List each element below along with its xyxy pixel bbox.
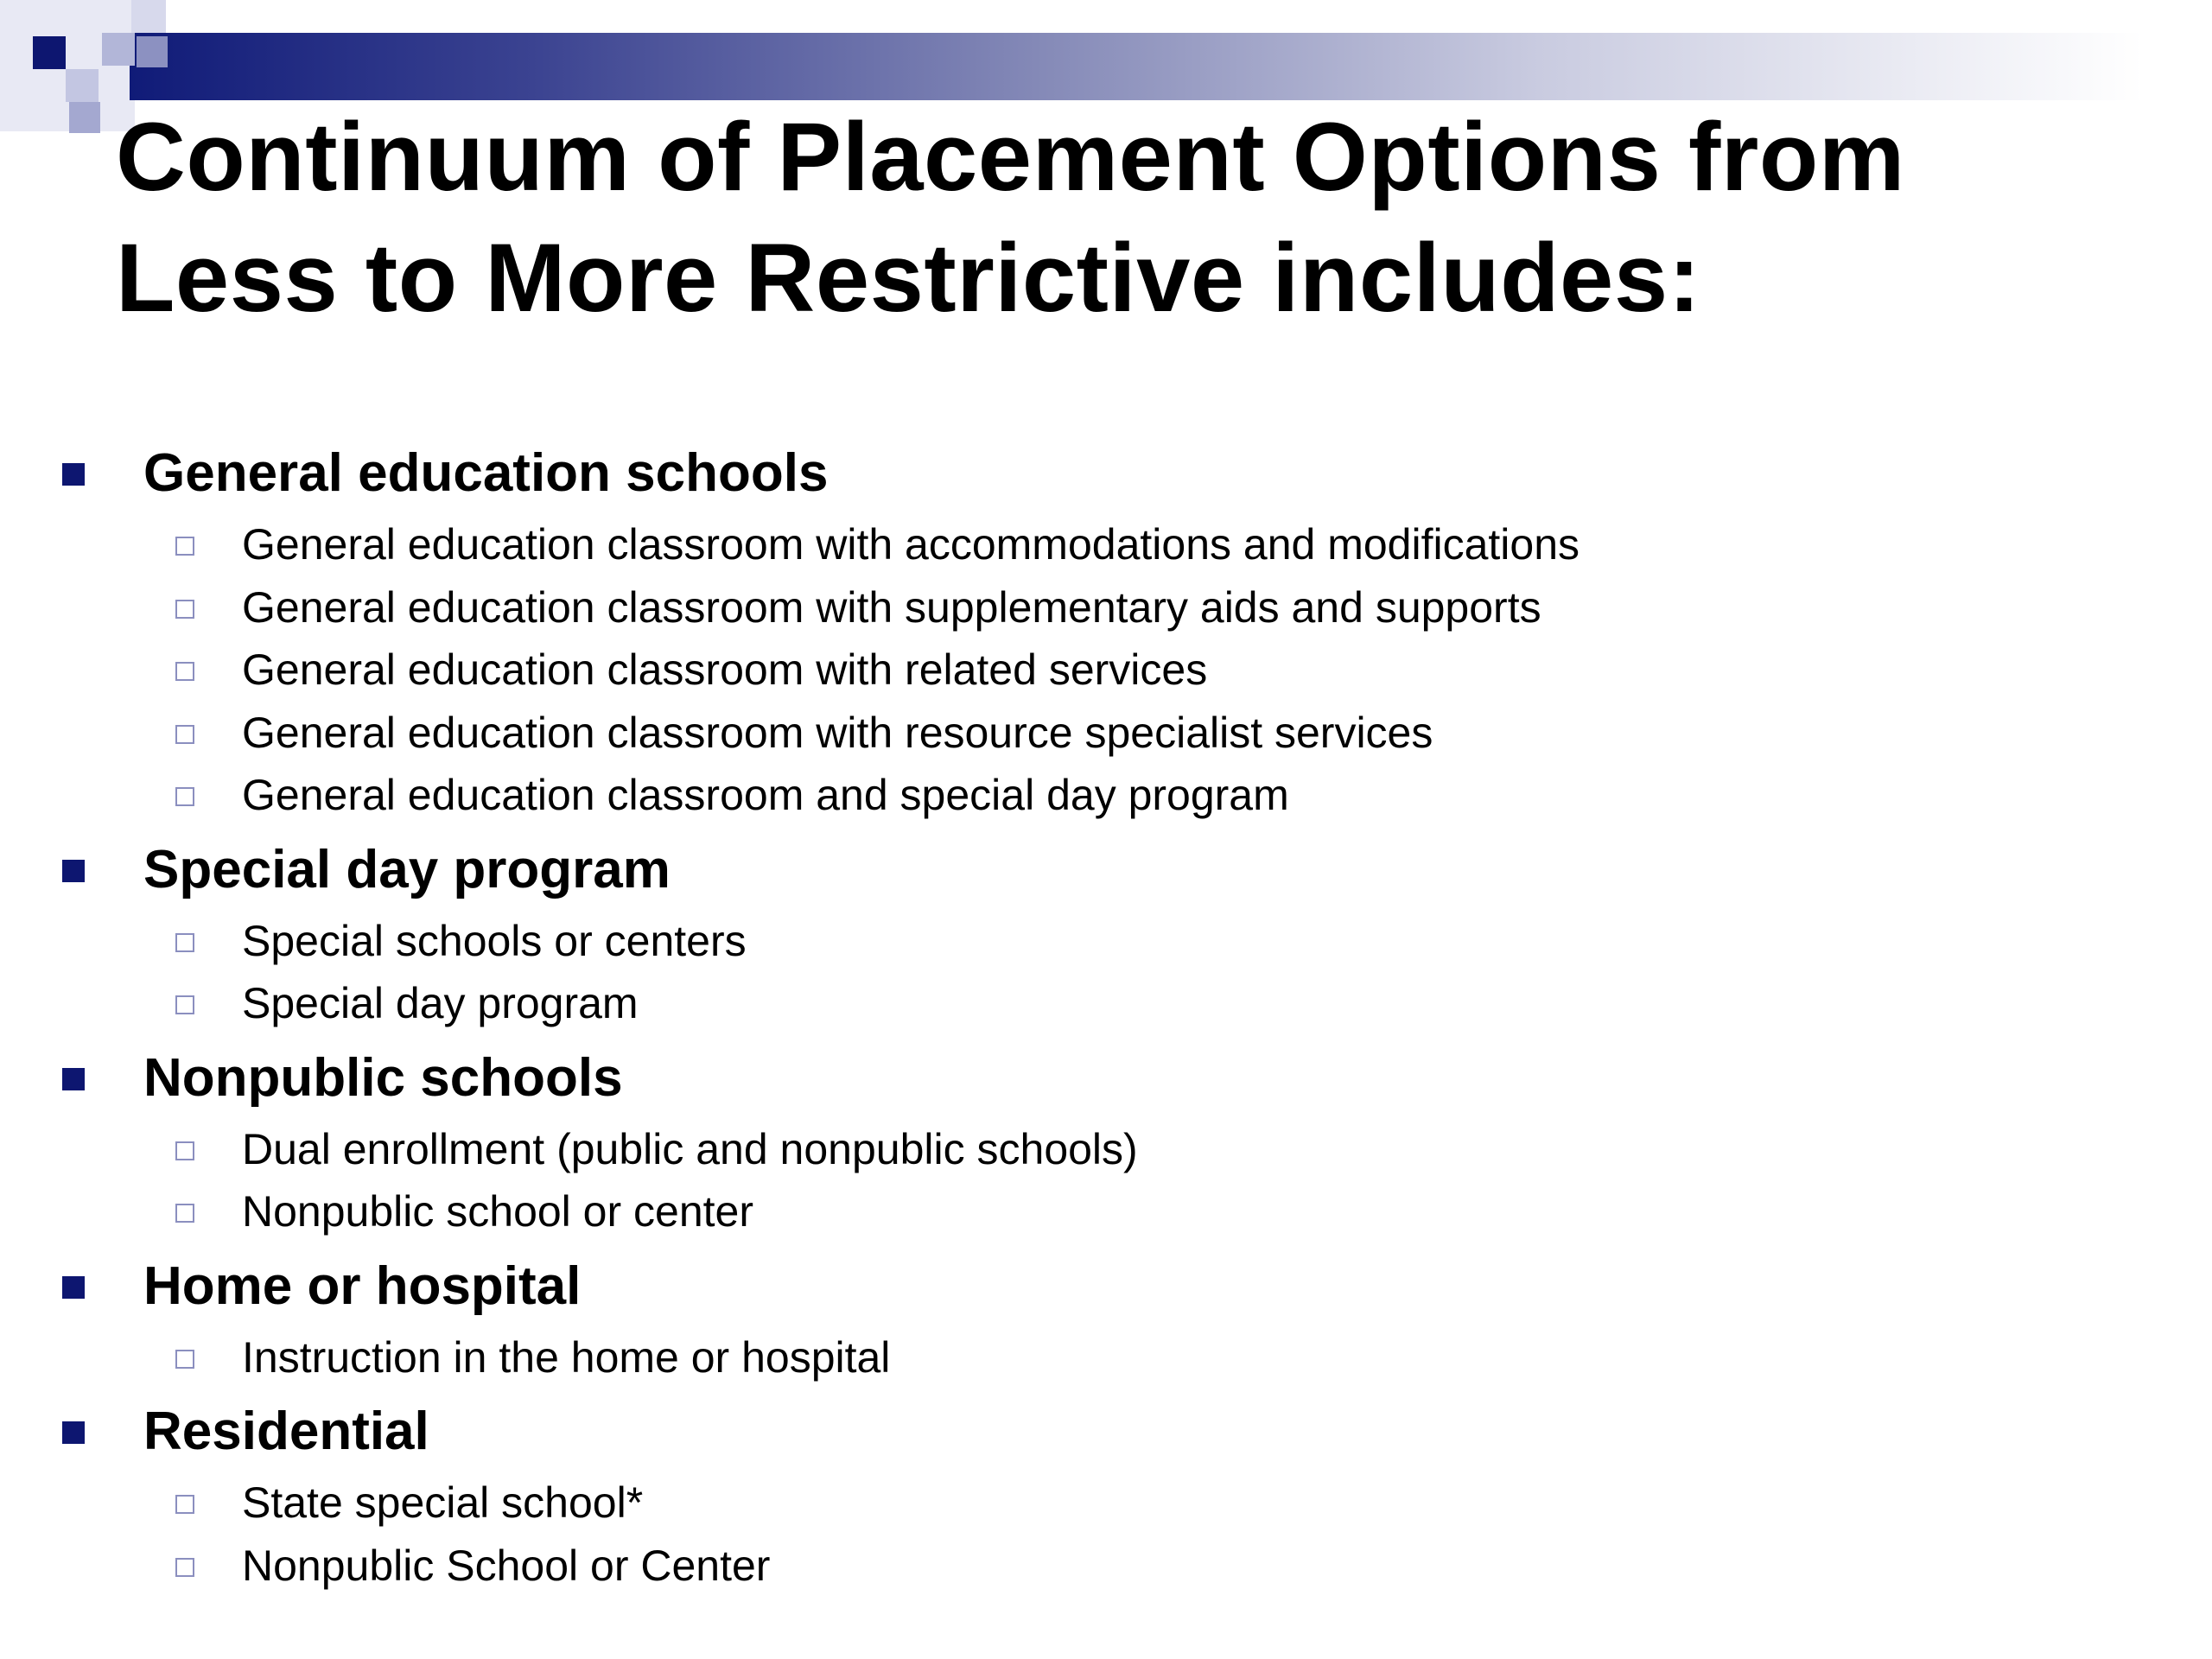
sub-item-text: State special school* [242,1478,644,1527]
decor-square [0,0,135,131]
list-item [0,640,2212,703]
sub-item-text: Instruction in the home or hospital [242,1332,891,1382]
list-item [0,829,2212,912]
section-heading: General education schools [143,443,829,503]
decor-square [66,69,99,102]
slide-title-line-1: Continuum of Placement Options from [116,103,1905,211]
section-nonpublic-schools [0,1037,2212,1245]
slide-title [116,97,2172,339]
slide-title-line-2: Less to More Restrictive includes: [116,224,1701,332]
hollow-square-bullet-icon [175,662,194,681]
sub-item-text: General education classroom with related services [242,645,1208,694]
hollow-square-bullet-icon [175,1350,194,1369]
list-item [0,1328,2212,1391]
section-special-day-program [0,829,2212,1037]
list-item [0,1536,2212,1599]
list-item [0,1037,2212,1120]
sub-item-text: Special day program [242,979,639,1027]
section-residential [0,1390,2212,1599]
square-bullet-icon [62,463,85,486]
list-item [0,432,2212,515]
sub-item-text: Nonpublic School or Center [242,1541,771,1590]
hollow-square-bullet-icon [175,1495,194,1514]
decor-square [137,36,168,67]
hollow-square-bullet-icon [175,1141,194,1160]
section-heading: Residential [143,1402,429,1461]
square-bullet-icon [62,860,85,882]
section-heading: Nonpublic schools [143,1047,623,1108]
hollow-square-bullet-icon [175,933,194,952]
list-item [0,578,2212,641]
hollow-square-bullet-icon [175,600,194,619]
section-general-education-schools [0,432,2212,829]
square-bullet-icon [62,1421,85,1444]
sub-item-text: Nonpublic school or center [242,1187,753,1236]
list-item [0,1182,2212,1245]
square-bullet-icon [62,1276,85,1299]
section-home-or-hospital [0,1245,2212,1391]
section-heading: Special day program [143,839,671,899]
sub-item-text: General education classroom with supplementary aids and supports [242,582,1541,632]
hollow-square-bullet-icon [175,725,194,744]
sub-item-text: General education classroom with resource specialist services [242,708,1433,757]
hollow-square-bullet-icon [175,995,194,1014]
bullet-list [0,432,2212,1599]
sub-item-text: Special schools or centers [242,916,747,965]
decor-square [33,36,66,69]
decor-square [102,33,135,66]
list-item [0,912,2212,975]
list-item [0,703,2212,766]
list-item [0,1390,2212,1473]
square-bullet-icon [62,1068,85,1090]
header-gradient-band [130,33,2143,100]
sub-item-text: Dual enrollment (public and nonpublic schools) [242,1124,1138,1173]
section-heading: Home or hospital [143,1255,582,1316]
sub-item-text: General education classroom and special day program [242,771,1289,819]
list-item [0,1120,2212,1183]
list-item [0,766,2212,829]
list-item [0,974,2212,1037]
decor-square [131,0,166,33]
list-item [0,515,2212,578]
decor-square [69,102,100,133]
hollow-square-bullet-icon [175,787,194,806]
list-item [0,1473,2212,1536]
hollow-square-bullet-icon [175,537,194,556]
list-item [0,1245,2212,1328]
sub-item-text: General education classroom with accommodations and modifications [242,520,1580,569]
hollow-square-bullet-icon [175,1558,194,1577]
hollow-square-bullet-icon [175,1204,194,1223]
